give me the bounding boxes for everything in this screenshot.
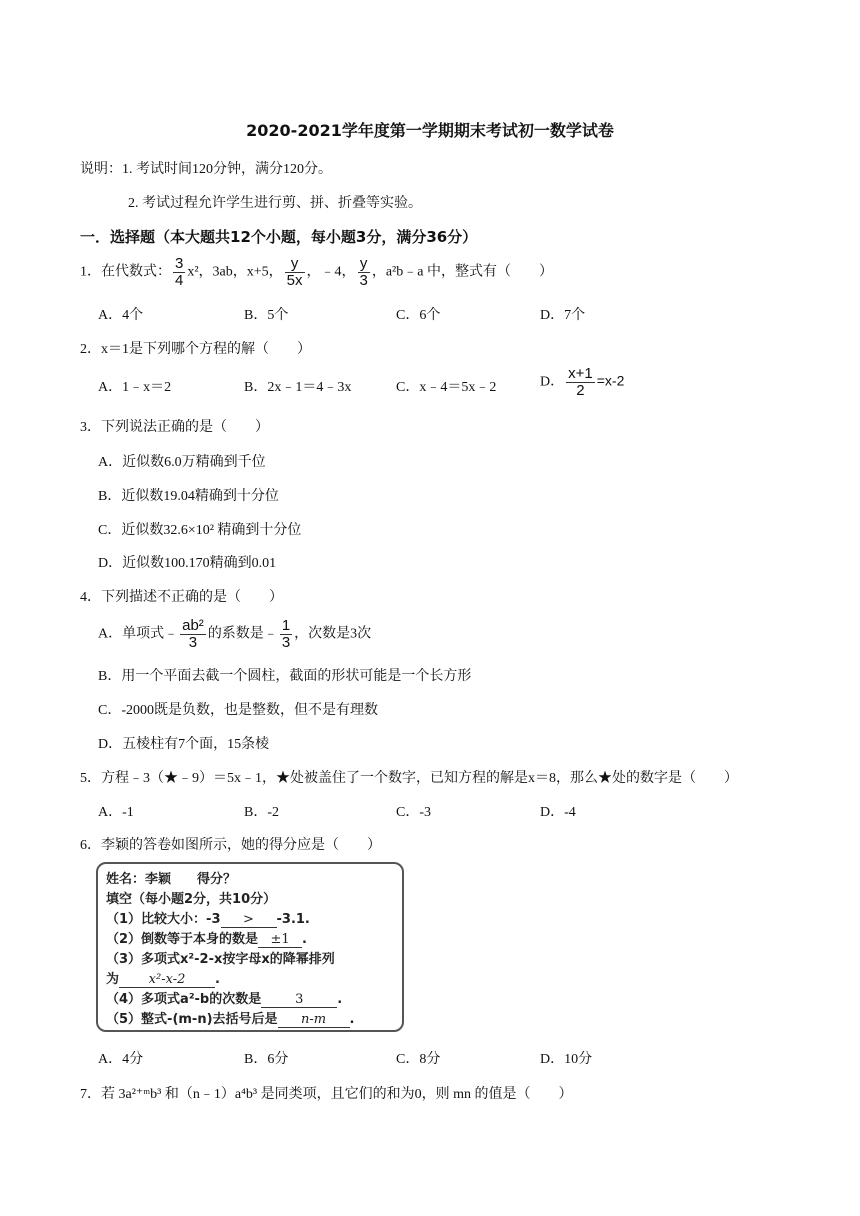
notes-line-1 <box>80 158 332 178</box>
q6-option-b[interactable]: B．6分 <box>244 1052 289 1067</box>
fraction-3-4: $\frac{3}{4}$ <box>175 255 184 289</box>
answer-item-5: （5）整式-(m-n)去括号后是 n-m . <box>106 1012 355 1027</box>
q4-a-post: ，次数是3次 <box>294 626 372 642</box>
answer-blank-1: > <box>221 912 277 928</box>
q4-option-c[interactable]: C．-2000既是负数，也是整数，但不是有理数 <box>98 703 378 718</box>
q6-option-d[interactable]: D．10分 <box>540 1052 593 1067</box>
question-4-stem: 4．下列描述不正确的是（ ） <box>80 590 283 605</box>
q2-option-d[interactable] <box>540 366 624 399</box>
fraction-x1-2: $\frac{x+1}{2}$ <box>568 365 593 399</box>
q4-option-b[interactable]: B．用一个平面去截一个圆柱，截面的形状可能是一个长方形 <box>98 669 472 684</box>
q4-option-d[interactable]: D．五棱柱有7个面，15条棱 <box>98 737 270 752</box>
q3-option-d[interactable]: D．近似数100.170精确到0.01 <box>98 556 277 571</box>
note-1: 1. 考试时间120分钟，满分120分。 <box>122 162 332 177</box>
q6-option-c[interactable]: C．8分 <box>396 1052 441 1067</box>
q4-a-pre: A．单项式﹣ <box>98 626 179 642</box>
answer-item-4: （4）多项式a²-b的次数是 3 . <box>106 992 343 1007</box>
answer-header-line: 填空（每小题2分，共10分） <box>106 892 277 907</box>
answer-item-3: （3）多项式x²-2-x按字母x的降幂排列 <box>106 952 335 967</box>
q3-option-c[interactable]: C．近似数32.6×10² 精确到十分位 <box>98 523 302 538</box>
q1-text-pre: 1．在代数式： <box>80 264 171 280</box>
question-3-stem: 3．下列说法正确的是（ ） <box>80 420 269 435</box>
question-2-stem: 2．x＝1是下列哪个方程的解（ ） <box>80 342 311 357</box>
answer-item-3-cont: 为 x²-x-2 . <box>106 972 220 987</box>
q1-option-b[interactable]: B．5个 <box>244 308 289 323</box>
q4-a-mid: 的系数是﹣ <box>207 626 278 642</box>
answer-item-2: （2）倒数等于本身的数是 ±1 . <box>106 932 307 947</box>
note-2: 2. 考试过程允许学生进行剪、拼、折叠等实验。 <box>128 196 422 211</box>
q3-option-b[interactable]: B．近似数19.04精确到十分位 <box>98 489 279 504</box>
q2-option-c[interactable]: C．x﹣4＝5x﹣2 <box>396 380 497 395</box>
question-6-stem: 6．李颖的答卷如图所示，她的得分应是（ ） <box>80 838 381 853</box>
q2-option-d-label: D． <box>540 374 565 390</box>
question-5-stem: 5．方程﹣3（★﹣9）＝5x﹣1，★处被盖住了一个数字，已知方程的解是x＝8，那么★处的数字是（ ） <box>80 771 738 786</box>
q1-text-2: ，﹣4， <box>306 264 356 280</box>
section-heading: 一．选择题（本大题共12个小题，每小题3分，满分36分） <box>80 228 478 246</box>
answer-name-line: 姓名：李颖 得分？ <box>106 872 237 887</box>
q6-option-a[interactable]: A．4分 <box>98 1052 144 1067</box>
q1-option-d[interactable]: D．7个 <box>540 308 586 323</box>
q5-option-b[interactable]: B．-2 <box>244 805 279 820</box>
q1-option-a[interactable]: A．4个 <box>98 308 144 323</box>
q5-option-a[interactable]: A．-1 <box>98 805 134 820</box>
fraction-y-5x: $\frac{y}{5x}$ <box>286 255 303 289</box>
question-1-stem <box>80 256 553 289</box>
q1-text-1: x²，3ab，x+5， <box>187 264 283 280</box>
q2-option-b[interactable]: B．2x﹣1＝4﹣3x <box>244 380 352 395</box>
fraction-ab2-3: $\frac{\text{ab²}}{3}$ <box>182 617 204 651</box>
q5-option-d[interactable]: D．-4 <box>540 805 576 820</box>
notes-label: 说明： <box>80 162 122 177</box>
page-title: 2020-2021学年度第一学期期末考试初一数学试卷 <box>246 121 614 140</box>
q1-option-c[interactable]: C．6个 <box>396 308 441 323</box>
q1-text-3: ，a²b﹣a 中，整式有（ ） <box>371 264 553 280</box>
fraction-1-3: $\frac{1}{3}$ <box>281 617 291 651</box>
answer-blank-5: n-m <box>278 1012 350 1028</box>
answer-blank-2: ±1 <box>258 932 302 948</box>
q2-option-a[interactable]: A．1﹣x＝2 <box>98 380 172 395</box>
q3-option-a[interactable]: A．近似数6.0万精确到千位 <box>98 455 266 470</box>
answer-item-1: （1）比较大小：-3 > -3.1. <box>106 912 310 927</box>
answer-sheet-figure <box>96 862 404 1032</box>
q5-option-c[interactable]: C．-3 <box>396 805 431 820</box>
q2-option-d-tail: =x-2 <box>596 372 625 389</box>
q4-option-a[interactable] <box>98 618 371 651</box>
question-7-stem: 7．若 3a²⁺ᵐb³ 和（n﹣1）a⁴b³ 是同类项，且它们的和为0，则 mn 的值是（ ） <box>80 1087 573 1102</box>
answer-blank-4: 3 <box>261 992 337 1008</box>
answer-blank-3: x²-x-2 <box>119 972 215 988</box>
fraction-y-3: $\frac{y}{3}$ <box>359 255 368 289</box>
